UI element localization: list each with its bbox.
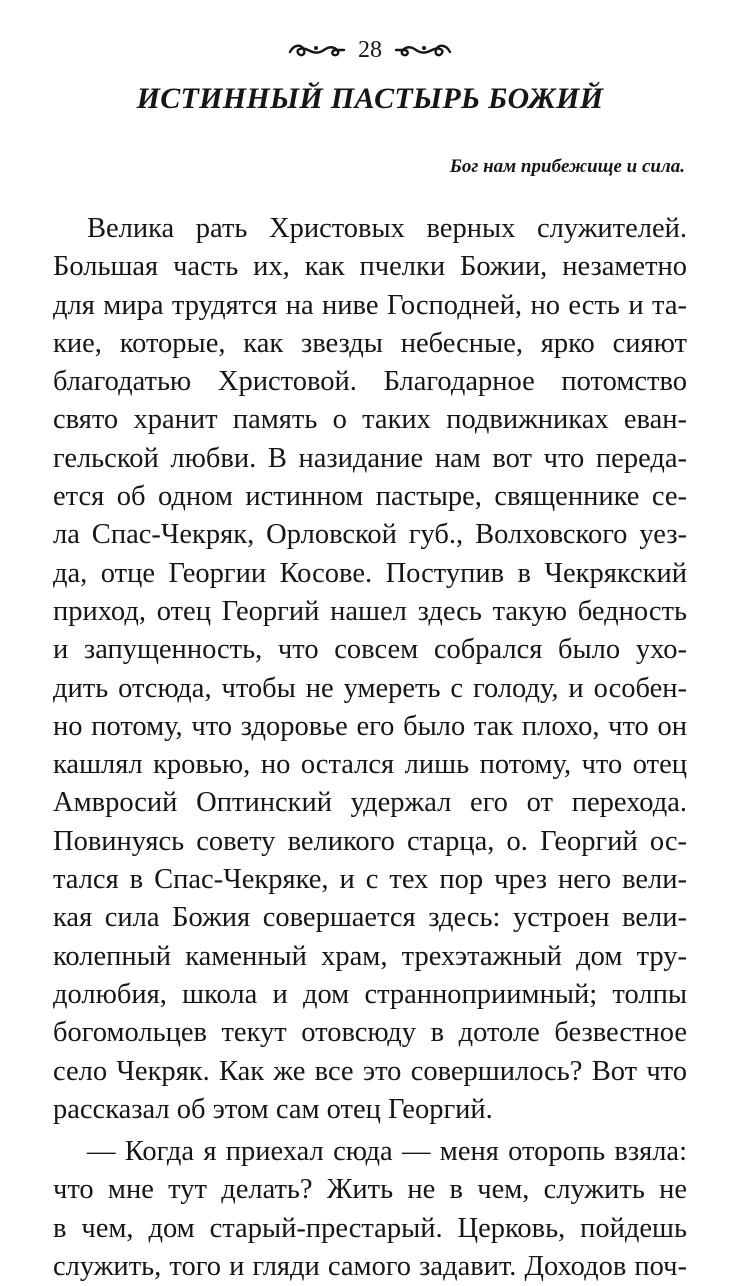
text-line: дить отсюда, чтобы не умереть с голоду, и особен- (53, 672, 687, 704)
text-line: для мира трудятся на ниве Господней, но есть и та- (53, 289, 687, 321)
flourish-right-icon (394, 40, 454, 60)
text-line: Велика рать Христовых верных служителей. (87, 213, 687, 244)
text-line: Большая часть их, как пчелки Божии, незаметно (53, 251, 687, 283)
body-text (53, 210, 687, 1286)
chapter-number: 28 (358, 37, 382, 63)
text-line: что мне тут делать? Жить не в чем, служить не (53, 1174, 687, 1206)
text-line: богомольцев текут отовсюду в дотоле безвестное (53, 1017, 687, 1049)
text-line: долюбия, школа и дом странноприимный; толпы (53, 978, 687, 1010)
text-line: кая сила Божия совершается здесь: устроен вели- (53, 902, 687, 934)
text-line: тался в Спас-Чекряке, и с тех пор чрез него вели- (53, 864, 687, 896)
text-line: кие, которые, как звезды небесные, ярко сияют (53, 327, 687, 359)
text-line: свято хранит память о таких подвижниках еван- (53, 404, 687, 436)
text-line: и запущенность, что совсем собрался было ухо- (53, 634, 687, 666)
chapter-title: ИСТИННЫЙ ПАСТЫРЬ БОЖИЙ (136, 82, 604, 115)
text-line: кашлял кровью, но остался лишь потому, что отец (53, 749, 687, 781)
text-line: — Когда я приехал сюда — меня оторопь взяла: (87, 1136, 687, 1168)
text-line: рассказал об этом сам отец Георгий. (53, 1093, 493, 1125)
text-line: колепный каменный храм, трехэтажный дом тру- (53, 940, 687, 972)
text-line: да, отце Георгии Косове. Поступив в Чекрякский (53, 557, 687, 589)
text-line: гельской любви. В назидание нам вот что переда- (53, 442, 687, 474)
flourish-left-icon (286, 40, 346, 60)
text-line: Повинуясь совету великого старца, о. Георгий ос- (53, 825, 687, 857)
chapter-header (0, 38, 740, 62)
text-line: благодатью Христовой. Благодарное потомство (53, 366, 687, 398)
text-line: Амвросий Оптинский удержал его от перехода. (53, 787, 687, 819)
text-line: приход, отец Георгий нашел здесь такую бедность (53, 595, 687, 627)
text-line: село Чекряк. Как же все это совершилось? Вот что (53, 1055, 687, 1087)
text-line: но потому, что здоровье его было так плохо, что он (53, 710, 687, 742)
text-line: в чем, дом старый-престарый. Церковь, пойдешь (53, 1212, 687, 1244)
text-line: ется об одном истинном пастыре, священнике се- (53, 481, 687, 513)
text-line: ла Спас-Чекряк, Орловской губ., Волховского уез- (53, 519, 687, 551)
epigraph: Бог нам прибежище и сила. (449, 156, 685, 177)
text-line: служить, того и гляди самого задавит. Доходов поч- (53, 1251, 687, 1283)
